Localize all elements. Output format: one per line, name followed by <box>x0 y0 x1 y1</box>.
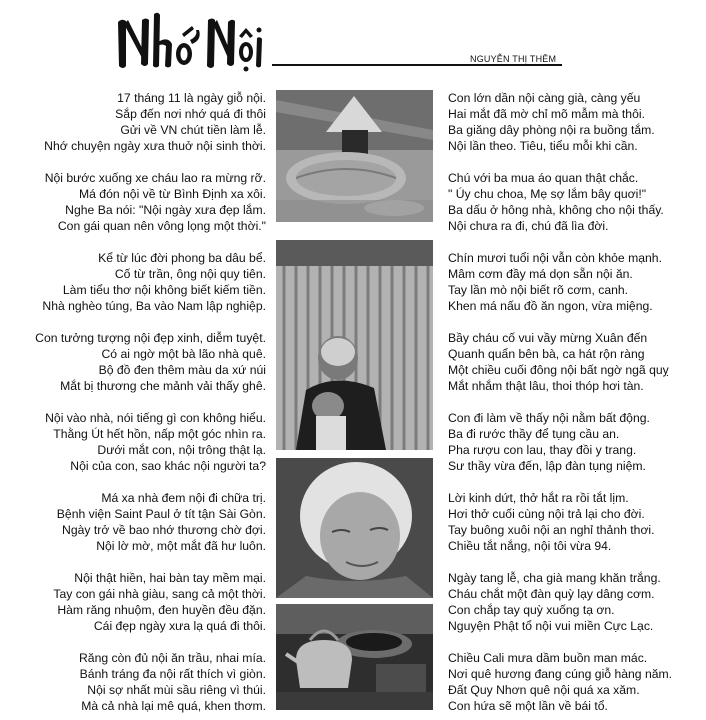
poem-line: " Úy chu choa, Mẹ sợ lắm bây quơi!" <box>448 187 647 201</box>
poem-line: 17 tháng 11 là ngày giỗ nội. <box>117 91 266 105</box>
poem-left-column <box>4 90 266 720</box>
poem-line: Ngày trở về bao nhớ thương chờ đợi. <box>62 523 266 537</box>
poem-line: Nội của con, sao khác nội người ta? <box>70 459 266 473</box>
right-stanza <box>448 570 704 634</box>
right-stanza <box>448 330 704 394</box>
poem-line: Quanh quẩn bên bà, ca hát rộn ràng <box>448 347 645 361</box>
poem-line: Lời kinh dứt, thở hắt ra rồi tắt lịm. <box>448 491 629 505</box>
poem-line: Răng còn đủ nội ăn trầu, nhai mía. <box>79 651 266 665</box>
poem-line: Khen má nấu đồ ăn ngon, vừa miệng. <box>448 299 653 313</box>
poem-line: Ngày tang lễ, cha già mang khăn trắng. <box>448 571 661 585</box>
left-stanza <box>4 570 266 634</box>
poem-line: Chiều Cali mưa dầm buồn man mác. <box>448 651 648 665</box>
poem-line: Con chắp tay quỳ xuống tạ ơn. <box>448 603 615 617</box>
poem-line: Nội lờ mờ, một mắt đã hư luôn. <box>96 539 266 553</box>
poem-line: Cháu chắt một đàn quỳ lạy dâng cơm. <box>448 587 655 601</box>
poem-line: Mắt nhắm thật lâu, thoi thóp hơi tàn. <box>448 379 644 393</box>
right-stanza <box>448 490 704 554</box>
poem-line: Pha rượu con lau, thay đồi y trang. <box>448 443 637 457</box>
photo-grandmother-with-child <box>276 240 433 450</box>
poem-line: Tay con gái nhà giàu, sang cả một thời. <box>53 587 266 601</box>
poem-line: Thằng Út hết hồn, nấp một góc nhìn ra. <box>53 427 266 441</box>
poem-line: Nội sợ nhất mùi sầu riêng vì thúi. <box>87 683 266 697</box>
poem-line: Sắp đến nơi nhớ quá đi thôi <box>115 107 266 121</box>
poem-line: Con gái quan nên vông lọng một thời." <box>57 219 266 233</box>
poem-line: Bầy cháu cố vui vầy mừng Xuân đến <box>448 331 648 345</box>
right-stanza <box>448 250 704 314</box>
poem-line: Nguyện Phật tổ nội vui miền Cực Lạc. <box>448 619 654 633</box>
right-stanza <box>448 650 704 714</box>
poem-line: Làm tiểu thơ nội không biết kiếm tiền. <box>62 283 266 297</box>
poem-line: Nhớ chuyện ngày xưa thuở nội sinh thời. <box>44 139 266 153</box>
poem-line: Nội chưa ra đi, chú đã lìa đời. <box>448 219 609 233</box>
poem-line: Có ai ngờ một bà lão nhà quê. <box>101 347 266 361</box>
poem-line: Nội bước xuống xe cháu lao ra mừng rỡ. <box>44 171 266 185</box>
poem-line: Ba giăng dây phòng nội ra buồng tắm. <box>448 123 655 137</box>
poem-line: Mắt bị thương che mảnh vải thấy ghê. <box>60 379 266 393</box>
poem-line: Nội vào nhà, nói tiếng gì con không hiểu. <box>45 411 266 425</box>
poem-line: Ba đi rước thầy để tụng cầu an. <box>448 427 620 441</box>
poem-line: Mâm cơm đầy má dọn sẵn nội ăn. <box>448 267 633 281</box>
poem-line: Tay lần mò nội biết rõ cơm, canh. <box>448 283 629 297</box>
poem-line: Má đón nội về từ Bình Định xa xôi. <box>78 187 266 201</box>
poem-line: Nghe Ba nói: "Nội ngày xưa đẹp lắm. <box>65 203 266 217</box>
left-stanza <box>4 650 266 714</box>
poem-line: Đất Quy Nhơn quê nội quá xa xăm. <box>448 683 640 697</box>
poem-line: Chú với ba mua áo quan thật chắc. <box>448 171 639 185</box>
left-stanza <box>4 330 266 394</box>
left-stanza <box>4 410 266 474</box>
poem-line: Một chiều cuối đông nội bất ngờ ngã quỵ <box>448 363 669 377</box>
left-stanza <box>4 250 266 314</box>
photo-woman-conical-hat <box>276 90 433 222</box>
photo-elderly-woman-portrait <box>276 458 433 598</box>
poem-line: Con lớn dần nội càng già, càng yếu <box>448 91 641 105</box>
poem-line: Gửi về VN chút tiền làm lễ. <box>120 123 266 137</box>
poem-line: Nhà nghèo túng, Ba vào Nam lập nghiệp. <box>42 299 266 313</box>
poem-line: Con đi làm về thấy nội nằm bất động. <box>448 411 650 425</box>
title-rule <box>272 64 562 66</box>
poem-line: Bánh tráng đa nội rất thích vì giòn. <box>79 667 266 681</box>
poem-line: Hai mắt đã mờ chỉ mõ mẫm mà thôi. <box>448 107 645 121</box>
poem-line: Chiều tắt nắng, nội tôi vừa 94. <box>448 539 612 553</box>
poem-line: Kể từ lúc đời phong ba dâu bể. <box>98 251 266 265</box>
poem-line: Ba dấu ở hông nhà, không cho nội thấy. <box>448 203 664 217</box>
poem-line: Con hứa sẽ một lần về bái tổ. <box>448 699 608 713</box>
photo-kettle-on-stove <box>276 604 433 710</box>
poem-line: Tay buông xuôi nội an nghỉ thảnh thơi. <box>448 523 655 537</box>
poem-line: Hơi thở cuối cùng nội trả lại cho đời. <box>448 507 645 521</box>
poem-line: Bộ đồ đen thêm màu da xứ núi <box>98 363 266 377</box>
poem-line: Dưới mắt con, nội trông thật lạ. <box>97 443 266 457</box>
left-stanza <box>4 490 266 554</box>
right-stanza <box>448 170 704 234</box>
poem-line: Má xa nhà đem nội đi chữa trị. <box>101 491 266 505</box>
right-stanza <box>448 410 704 474</box>
poem-line: Nội lần theo. Tiêu, tiểu mỗi khi cần. <box>448 139 638 153</box>
poem-line: Cái đẹp ngày xưa lạ quá đi thôi. <box>93 619 266 633</box>
poem-line: Con tưởng tượng nội đẹp xinh, diễm tuyệt. <box>35 331 266 345</box>
title-calligraphy <box>112 8 264 74</box>
author-name: NGUYỄN THỊ THÊM <box>470 54 557 64</box>
poem-line: Nội thật hiền, hai bàn tay mềm mại. <box>74 571 266 585</box>
poem-line: Bệnh viện Saint Paul ở tít tận Sài Gòn. <box>56 507 266 521</box>
poem-line: Sư thầy vừa đến, lập đàn tụng niệm. <box>448 459 646 473</box>
poem-line: Chín mươi tuổi nội vẫn còn khỏe mạnh. <box>448 251 662 265</box>
poem-line: Hàm răng nhuộm, đen huyền đều đặn. <box>57 603 266 617</box>
poem-line: Mà cả nhà lại mê quá, khen thơm. <box>81 699 266 713</box>
poem-right-column <box>448 90 704 720</box>
left-stanza <box>4 90 266 154</box>
left-stanza <box>4 170 266 234</box>
poem-line: Cố từ trần, ông nội quy tiên. <box>114 267 266 281</box>
poem-line: Nơi quê hương đang cúng giỗ hàng năm. <box>448 667 673 681</box>
right-stanza <box>448 90 704 154</box>
